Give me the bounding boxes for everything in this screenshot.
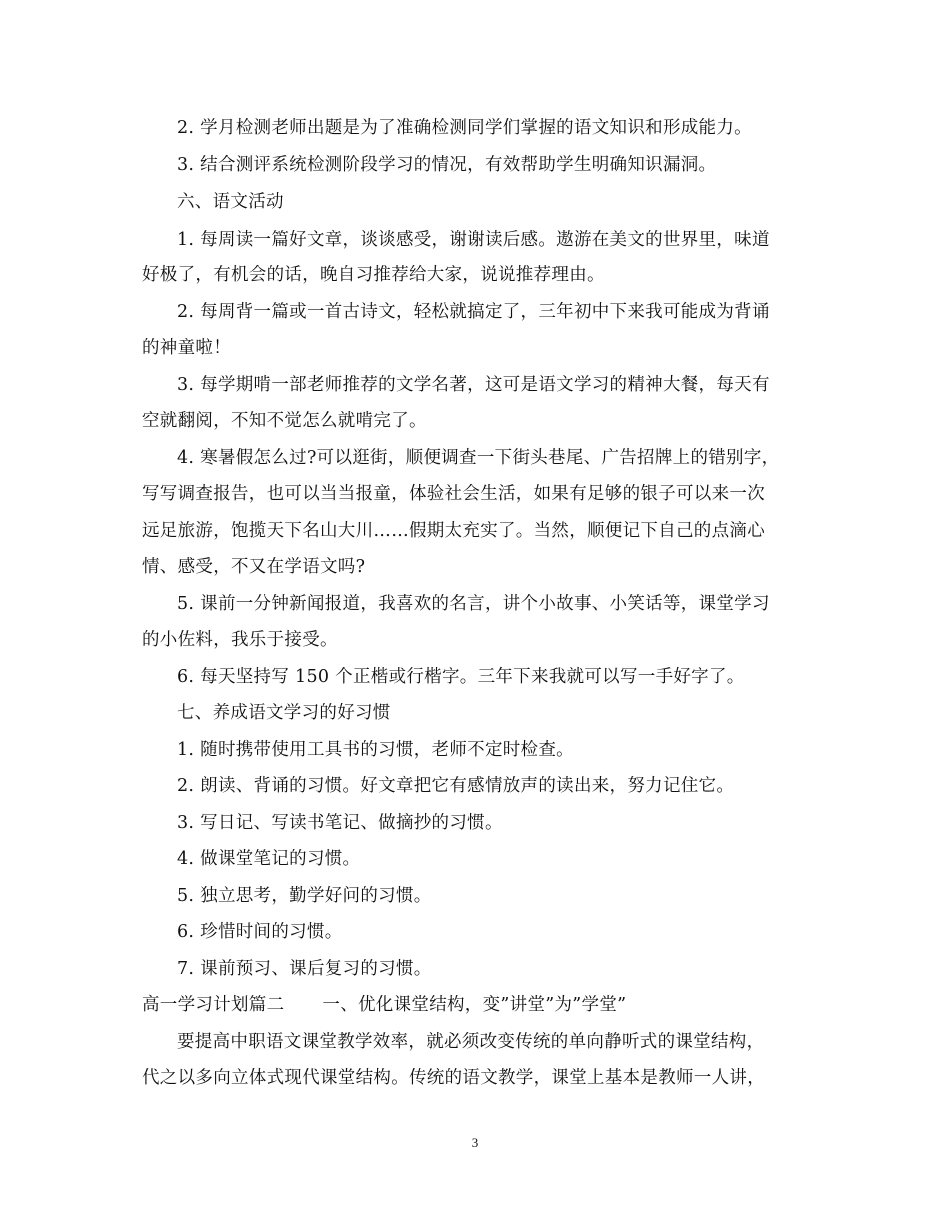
text-line: 的神童啦！ — [142, 338, 231, 358]
text-line: 4. 做课堂笔记的习惯。 — [177, 849, 361, 869]
text-line: 6. 珍惜时间的习惯。 — [177, 922, 343, 942]
plan-title-line — [142, 993, 626, 1017]
text-line: 的小佐料，我乐于接受。 — [142, 630, 338, 650]
text-line: 3. 每学期啃一部老师推荐的文学名著，这可是语文学习的精神大餐，每天有 — [177, 375, 770, 395]
text-line: 2. 每周背一篇或一首古诗文，轻松就搞定了，三年初中下来我可能成为背诵 — [177, 302, 770, 322]
text-line: 要提高中职语文课堂教学效率，就必须改变传统的单向静听式的课堂结构， — [177, 1032, 765, 1052]
text-line: 1. 随时携带使用工具书的习惯，老师不定时检查。 — [177, 740, 574, 760]
text-line: 空就翻阅，不知不觉怎么就啃完了。 — [142, 411, 427, 431]
text-line: 情、感受，不又在学语文吗? — [142, 557, 366, 577]
text-line: 5. 课前一分钟新闻报道，我喜欢的名言，讲个小故事、小笑话等，课堂学习 — [177, 594, 770, 614]
text-line: 3. 结合测评系统检测阶段学习的情况，有效帮助学生明确知识漏洞。 — [177, 155, 717, 175]
page-number: 3 — [471, 1135, 479, 1150]
text-line: 4. 寒暑假怎么过?可以逛街，顺便调查一下街头巷尾、广告招牌上的错别字， — [177, 448, 780, 468]
section-heading-6: 六、语文活动 — [177, 192, 284, 212]
text-line: 7. 课前预习、课后复习的习惯。 — [177, 959, 432, 979]
subsection-heading: 一、优化课堂结构，变”讲堂”为”学堂” — [322, 995, 627, 1015]
text-line: 写写调查报告，也可以当当报童，体验社会生活，如果有足够的银子可以来一次 — [142, 484, 765, 504]
text-line: 好极了，有机会的话，晚自习推荐给大家，说说推荐理由。 — [142, 265, 605, 285]
plan-title: 高一学习计划篇二 — [142, 995, 285, 1015]
text-line: 3. 写日记、写读书笔记、做摘抄的习惯。 — [177, 813, 503, 833]
text-line: 5. 独立思考，勤学好问的习惯。 — [177, 886, 432, 906]
text-line: 2. 学月检测老师出题是为了准确检测同学们掌握的语文知识和形成能力。 — [177, 118, 752, 138]
section-heading-7: 七、养成语文学习的好习惯 — [177, 703, 391, 723]
text-line: 代之以多向立体式现代课堂结构。传统的语文教学，课堂上基本是教师一人讲， — [142, 1068, 765, 1088]
text-line: 6. 每天坚持写 150 个正楷或行楷字。三年下来我就可以写一手好字了。 — [177, 667, 745, 687]
text-line: 远足旅游，饱揽天下名山大川……假期太充实了。当然，顺便记下自己的点滴心 — [142, 521, 765, 541]
text-line: 1. 每周读一篇好文章，谈谈感受，谢谢读后感。遨游在美文的世界里，味道 — [177, 230, 770, 250]
text-line: 2. 朗读、背诵的习惯。好文章把它有感情放声的读出来，努力记住它。 — [177, 776, 735, 796]
